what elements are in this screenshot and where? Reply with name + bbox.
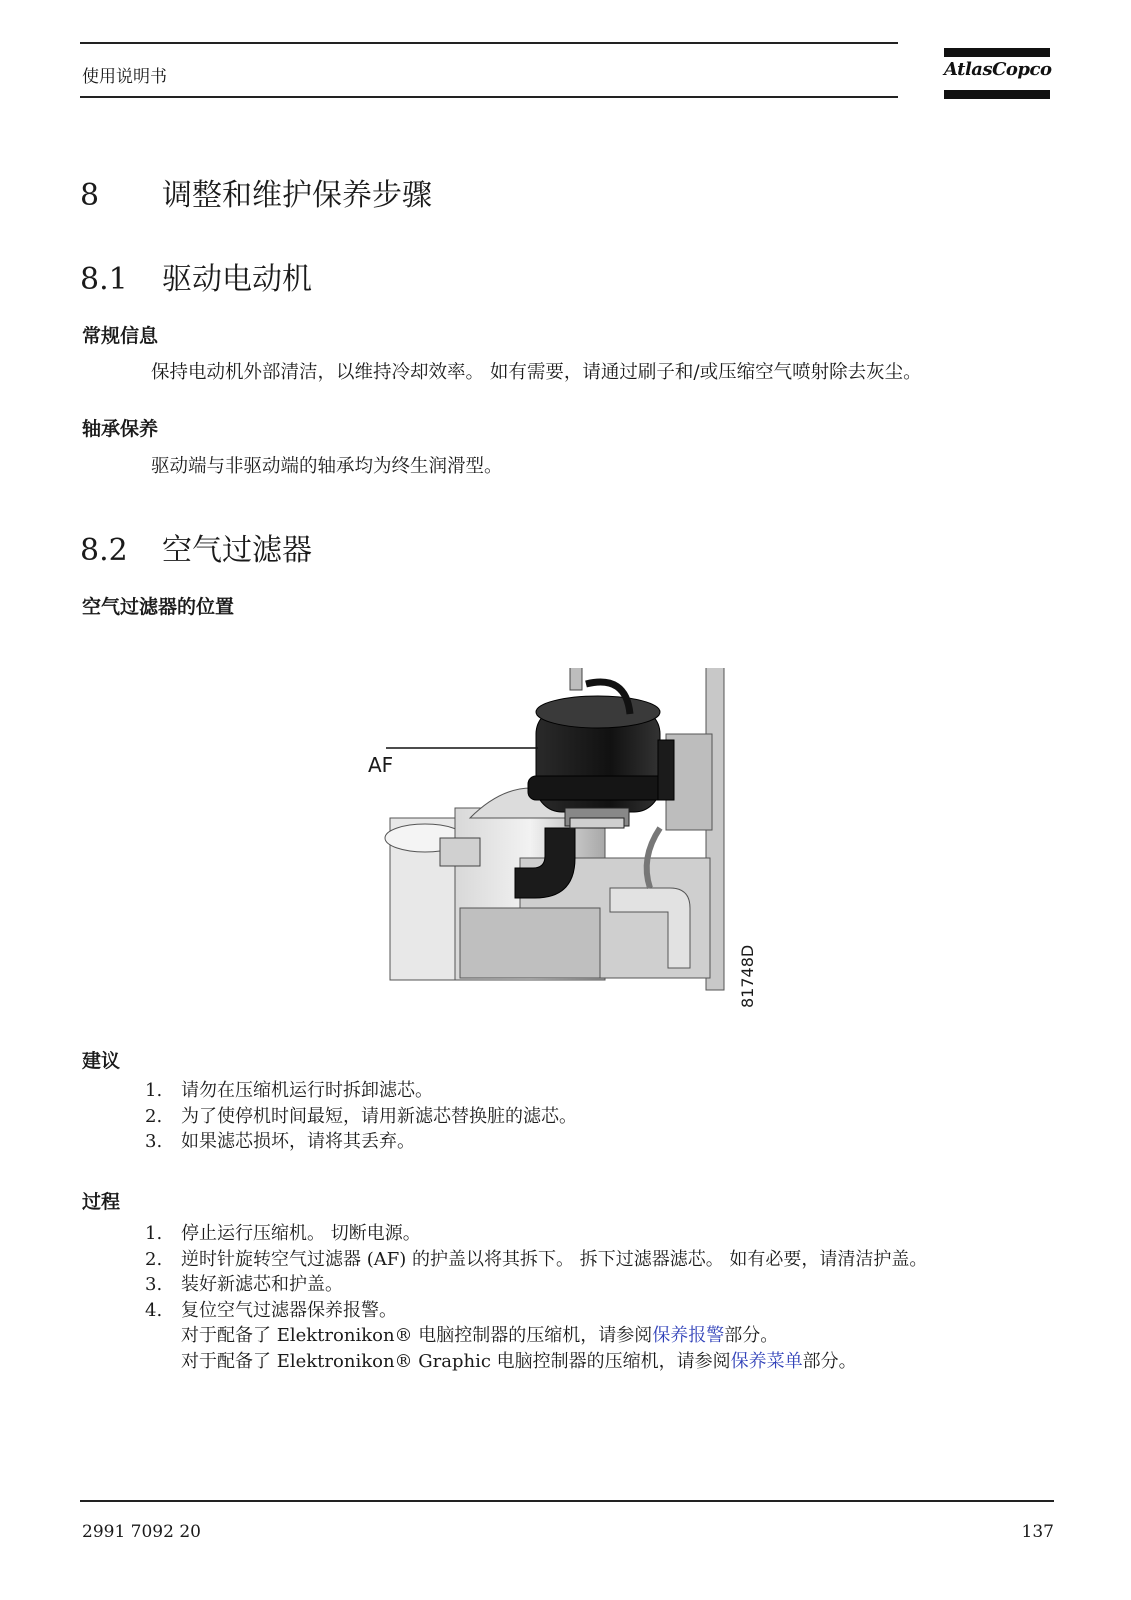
maintenance-alarm-link[interactable]: 保养报警 (652, 1325, 725, 1346)
atlas-copco-logo: AtlasCopco (944, 48, 1050, 100)
page-number: 137 (1021, 1522, 1054, 1542)
note-line-1: 对于配备了 Elektronikon® 电脑控制器的压缩机，请参阅保养报警部分。 (181, 1325, 779, 1346)
note-line-2: 对于配备了 Elektronikon® Graphic 电脑控制器的压缩机，请参阅保养菜单部分。 (181, 1350, 857, 1372)
advice-heading: 建议 (82, 1050, 121, 1072)
filter-location-heading: 空气过滤器的位置 (82, 596, 235, 618)
document-number: 2991 7092 20 (82, 1522, 201, 1542)
list-item: 2. 为了使停机时间最短，请用新滤芯替换脏的滤芯。 (145, 1105, 577, 1127)
header-title: 使用说明书 (82, 67, 167, 87)
general-info-text: 保持电动机外部清洁，以维持冷却效率。 如有需要，请通过刷子和/或压缩空气喷射除去灰尘。 (151, 362, 922, 383)
procedure-list (145, 1221, 927, 1374)
list-item: 1. 请勿在压缩机运行时拆卸滤芯。 (145, 1080, 433, 1101)
bearing-heading: 轴承保养 (82, 418, 159, 440)
section-8-heading: 8 调整和维护保养步骤 (80, 178, 432, 213)
bearing-text: 驱动端与非驱动端的轴承均为终生润滑型。 (151, 456, 503, 477)
general-info-heading: 常规信息 (82, 325, 159, 347)
air-filter-figure (360, 668, 765, 1008)
list-item: 1. 停止运行压缩机。 切断电源。 (145, 1223, 421, 1244)
section-8-1-heading: 8.1 驱动电动机 (80, 262, 312, 297)
procedure-heading: 过程 (82, 1191, 121, 1213)
header-bottom-rule (80, 96, 898, 98)
list-item: 4. 复位空气过滤器保养报警。 (145, 1299, 397, 1321)
filter-label: AF (368, 753, 394, 777)
maintenance-menu-link[interactable]: 保养菜单 (730, 1350, 803, 1372)
advice-list (145, 1078, 577, 1155)
header-top-rule (80, 42, 898, 44)
section-8-2-heading: 8.2 空气过滤器 (80, 533, 312, 568)
list-item: 3. 如果滤芯损坏，请将其丢弃。 (145, 1131, 415, 1152)
figure-code: 81748D (738, 944, 757, 1008)
list-item: 3. 装好新滤芯和护盖。 (145, 1274, 343, 1295)
footer-rule (80, 1500, 1054, 1502)
list-item: 2. 逆时针旋转空气过滤器 (AF) 的护盖以将其拆下。 拆下过滤器滤芯。 如有必要，请清洁护盖。 (145, 1248, 928, 1270)
